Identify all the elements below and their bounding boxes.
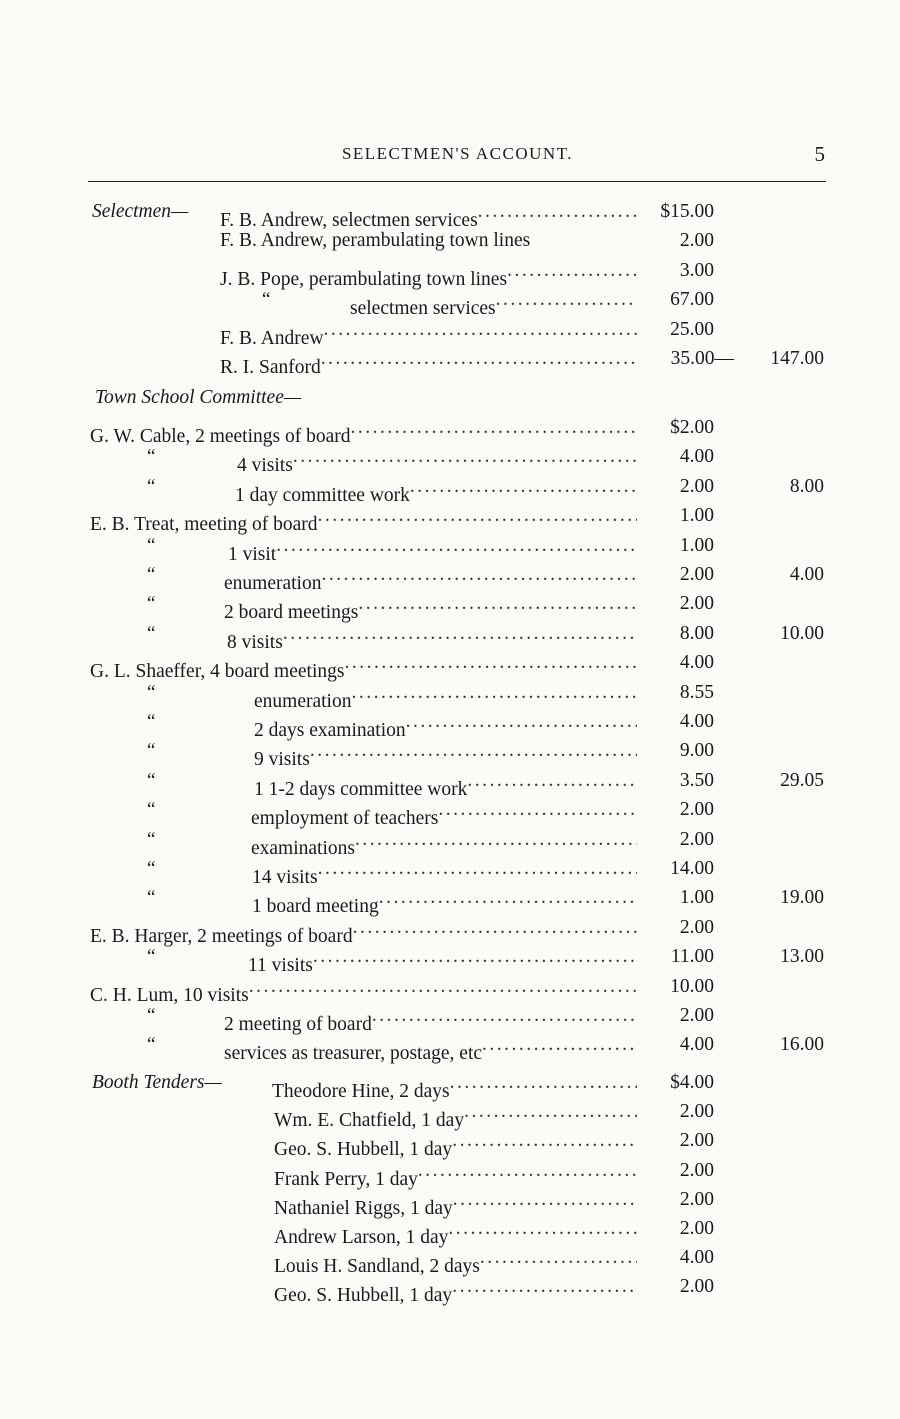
ledger-row bbox=[0, 855, 900, 888]
page-header bbox=[90, 144, 825, 174]
entry-text: 11 visits bbox=[248, 955, 313, 976]
entry-text: E. B. Harger, 2 meetings of board bbox=[90, 926, 353, 947]
entry-text: employment of teachers bbox=[251, 808, 439, 829]
entry-text: Nathaniel Riggs, 1 day bbox=[274, 1198, 453, 1219]
entry-label bbox=[274, 1273, 637, 1310]
leader-dots bbox=[379, 884, 637, 912]
entry-amount: 25.00 bbox=[670, 319, 714, 340]
entry-total: 8.00 bbox=[789, 476, 824, 497]
entry-amount: 67.00 bbox=[670, 289, 714, 310]
entry-amount: $4.00 bbox=[670, 1072, 714, 1093]
entry-text: R. I. Sanford bbox=[220, 357, 321, 378]
entry-text: 14 visits bbox=[252, 867, 318, 888]
entry-text: 2 meeting of board bbox=[224, 1014, 372, 1035]
leader-dots bbox=[351, 679, 637, 707]
leader-dots bbox=[321, 561, 637, 589]
entry-total: 13.00 bbox=[780, 946, 824, 967]
entry-amount: 2.00 bbox=[679, 1130, 714, 1151]
ledger-row bbox=[0, 973, 900, 1006]
ditto-mark: “ bbox=[147, 1005, 156, 1026]
entry-amount: 4.00 bbox=[679, 1034, 714, 1055]
ditto-mark: “ bbox=[147, 476, 156, 497]
ledger-row bbox=[0, 1273, 900, 1306]
leader-dots bbox=[450, 1069, 637, 1097]
entry-amount: 2.00 bbox=[679, 476, 714, 497]
ledger-row bbox=[0, 1031, 900, 1064]
entry-text: enumeration bbox=[224, 573, 322, 594]
ledger-row bbox=[0, 561, 900, 594]
entry-amount: 3.00 bbox=[679, 260, 714, 281]
ledger-row bbox=[0, 316, 900, 349]
entry-text: selectmen services bbox=[350, 298, 496, 319]
leader-dots bbox=[452, 1273, 637, 1301]
leader-dots bbox=[358, 590, 637, 618]
entry-amount: 4.00 bbox=[679, 446, 714, 467]
entry-total: 4.00 bbox=[789, 564, 824, 585]
entry-text: 2 days examination bbox=[254, 720, 406, 741]
entry-amount: 14.00 bbox=[670, 858, 714, 879]
leader-dots bbox=[318, 855, 637, 883]
ledger-row bbox=[0, 1215, 900, 1248]
ledger-row bbox=[0, 345, 900, 378]
entry-amount: 4.00 bbox=[679, 652, 714, 673]
entry-total: 29.05 bbox=[780, 770, 824, 791]
ledger-row bbox=[0, 943, 900, 976]
entry-amount: 2.00 bbox=[679, 1218, 714, 1239]
ditto-mark: “ bbox=[147, 946, 156, 967]
entry-text: 1 day committee work bbox=[235, 485, 410, 506]
entry-text: 1 1-2 days committee work bbox=[254, 779, 468, 800]
leader-dots bbox=[452, 1127, 637, 1155]
page-number: 5 bbox=[814, 142, 825, 166]
leader-dots bbox=[372, 1002, 637, 1030]
entry-text: J. B. Pope, perambulating town lines bbox=[220, 269, 508, 290]
entry-text: Frank Perry, 1 day bbox=[274, 1169, 418, 1190]
leader-dots bbox=[313, 943, 637, 971]
leader-dots bbox=[448, 1215, 637, 1243]
entry-total: 16.00 bbox=[780, 1034, 824, 1055]
leader-dots bbox=[467, 767, 637, 795]
leader-dots bbox=[310, 737, 637, 765]
entry-text: 1 board meeting bbox=[252, 896, 379, 917]
entry-text: 9 visits bbox=[254, 749, 310, 770]
entry-text: F. B. Andrew bbox=[220, 328, 324, 349]
ledger-row bbox=[0, 532, 900, 565]
entry-text: Louis H. Sandland, 2 days bbox=[274, 1256, 480, 1277]
entry-text: Andrew Larson, 1 day bbox=[274, 1227, 449, 1248]
leader-dots bbox=[293, 443, 637, 471]
section-heading: Booth Tenders— bbox=[92, 1072, 222, 1093]
entry-text: G. W. Cable, 2 meetings of board bbox=[90, 426, 351, 447]
entry-amount: 2.00 bbox=[679, 799, 714, 820]
ditto-mark: “ bbox=[147, 682, 156, 703]
entry-label bbox=[220, 227, 637, 255]
entry-text: 8 visits bbox=[227, 632, 283, 653]
entry-amount: 4.00 bbox=[679, 711, 714, 732]
entry-text: G. L. Shaeffer, 4 board meetings bbox=[90, 661, 345, 682]
ledger-row bbox=[0, 826, 900, 859]
ledger-row bbox=[0, 1002, 900, 1035]
entry-amount: 2.00 bbox=[679, 1160, 714, 1181]
ditto-mark: “ bbox=[147, 535, 156, 556]
entry-amount: $2.00 bbox=[670, 417, 714, 438]
entry-text: examinations bbox=[251, 838, 355, 859]
ledger-row bbox=[0, 914, 900, 947]
entry-amount: 35.00— bbox=[670, 348, 734, 369]
section-heading: Selectmen— bbox=[92, 201, 189, 222]
entry-text: E. B. Treat, meeting of board bbox=[90, 514, 318, 535]
entry-amount: 2.00 bbox=[679, 1101, 714, 1122]
entry-text: Geo. S. Hubbell, 1 day bbox=[274, 1139, 453, 1160]
leader-dots bbox=[406, 708, 637, 736]
ledger-row bbox=[0, 286, 900, 319]
entry-text: F. B. Andrew, perambulating town lines bbox=[220, 230, 531, 251]
leader-dots bbox=[344, 649, 637, 677]
leader-dots bbox=[321, 345, 637, 373]
ditto-mark: “ bbox=[147, 799, 156, 820]
entry-amount: 2.00 bbox=[679, 564, 714, 585]
entry-amount: 2.00 bbox=[679, 1005, 714, 1026]
leader-dots bbox=[351, 414, 638, 442]
entry-text: 4 visits bbox=[237, 455, 293, 476]
entry-amount: 1.00 bbox=[679, 887, 714, 908]
ledger-row bbox=[0, 414, 900, 447]
ledger-row bbox=[0, 473, 900, 506]
leader-dots bbox=[438, 796, 637, 824]
entry-text: 1 visit bbox=[228, 544, 277, 565]
entry-amount: 2.00 bbox=[679, 829, 714, 850]
ditto-mark: “ bbox=[147, 564, 156, 585]
leader-dots bbox=[276, 532, 637, 560]
ditto-mark: “ bbox=[147, 446, 156, 467]
entry-text: Theodore Hine, 2 days bbox=[272, 1081, 450, 1102]
ledger-row bbox=[0, 257, 900, 290]
leader-dots bbox=[453, 1186, 637, 1214]
leader-dots bbox=[478, 198, 637, 226]
ditto-mark: “ bbox=[147, 858, 156, 879]
ledger-row bbox=[0, 590, 900, 623]
entry-label bbox=[224, 1031, 637, 1068]
leader-dots bbox=[482, 1031, 637, 1059]
leader-dots bbox=[317, 502, 637, 530]
ledger-row bbox=[0, 708, 900, 741]
ledger-row bbox=[0, 649, 900, 682]
entry-text: services as treasurer, postage, etc bbox=[224, 1043, 483, 1064]
ledger-row bbox=[0, 796, 900, 829]
entry-text: C. H. Lum, 10 visits bbox=[90, 985, 249, 1006]
ditto-mark: “ bbox=[147, 711, 156, 732]
ditto-mark: “ bbox=[262, 289, 271, 310]
ledger-row bbox=[0, 1186, 900, 1219]
ledger-row bbox=[0, 767, 900, 800]
ledger-row bbox=[0, 443, 900, 476]
ledger-row bbox=[0, 198, 900, 231]
ledger-row bbox=[0, 884, 900, 917]
leader-dots bbox=[507, 257, 637, 285]
entry-text: Wm. E. Chatfield, 1 day bbox=[274, 1110, 465, 1131]
entry-total: 19.00 bbox=[780, 887, 824, 908]
leader-dots bbox=[249, 973, 637, 1001]
leader-dots bbox=[324, 316, 637, 344]
leader-dots bbox=[283, 620, 637, 648]
ledger-row bbox=[0, 1244, 900, 1277]
entry-text: enumeration bbox=[254, 691, 352, 712]
ditto-mark: “ bbox=[147, 593, 156, 614]
leader-dots bbox=[410, 473, 637, 501]
running-title: SELECTMEN'S ACCOUNT. bbox=[341, 144, 574, 163]
entry-amount: 10.00 bbox=[670, 976, 714, 997]
leader-dots bbox=[418, 1157, 637, 1185]
entry-text: F. B. Andrew, selectmen services bbox=[220, 210, 478, 231]
entry-amount: 11.00 bbox=[670, 946, 714, 967]
entry-total: 147.00 bbox=[770, 348, 824, 369]
entry-total: 10.00 bbox=[780, 623, 824, 644]
entry-amount: 2.00 bbox=[679, 593, 714, 614]
entry-amount: $15.00 bbox=[660, 201, 714, 222]
leader-dots bbox=[355, 826, 637, 854]
ledger-row bbox=[0, 737, 900, 770]
ledger-row bbox=[0, 620, 900, 653]
leader-dots bbox=[464, 1098, 637, 1126]
entry-amount: 1.00 bbox=[679, 535, 714, 556]
ledger-row bbox=[0, 1098, 900, 1131]
entry-amount: 2.00 bbox=[679, 1189, 714, 1210]
ledger-row bbox=[0, 1069, 900, 1102]
header-rule bbox=[88, 181, 826, 182]
section-heading: Town School Committee— bbox=[95, 387, 302, 408]
ditto-mark: “ bbox=[147, 623, 156, 644]
entry-amount: 1.00 bbox=[679, 505, 714, 526]
entry-text: Geo. S. Hubbell, 1 day bbox=[274, 1285, 453, 1306]
entry-amount: 2.00 bbox=[679, 917, 714, 938]
ledger-row bbox=[0, 1127, 900, 1160]
entry-amount: 2.00 bbox=[679, 1276, 714, 1297]
ditto-mark: “ bbox=[147, 887, 156, 908]
entry-amount: 3.50 bbox=[679, 770, 714, 791]
ledger-row bbox=[0, 1157, 900, 1190]
ditto-mark: “ bbox=[147, 1034, 156, 1055]
entry-label bbox=[220, 345, 637, 382]
entry-amount: 9.00 bbox=[679, 740, 714, 761]
entry-amount: 8.55 bbox=[679, 682, 714, 703]
ledger-row bbox=[0, 227, 900, 255]
leader-dots bbox=[480, 1244, 637, 1272]
ditto-mark: “ bbox=[147, 770, 156, 791]
entry-amount: 4.00 bbox=[679, 1247, 714, 1268]
entry-text: 2 board meetings bbox=[224, 602, 359, 623]
ditto-mark: “ bbox=[147, 829, 156, 850]
leader-dots bbox=[496, 286, 637, 314]
entry-amount: 2.00 bbox=[679, 230, 714, 251]
entry-amount: 8.00 bbox=[679, 623, 714, 644]
leader-dots bbox=[353, 914, 637, 942]
ledger-row bbox=[0, 502, 900, 535]
ledger-row bbox=[0, 679, 900, 712]
ditto-mark: “ bbox=[147, 740, 156, 761]
